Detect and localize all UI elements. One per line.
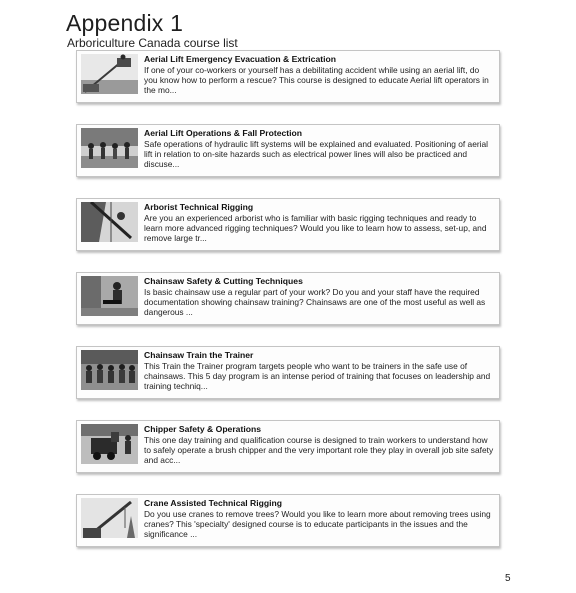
course-card-aerial-lift-evacuation[interactable] <box>76 50 500 103</box>
course-thumbnail-rigging <box>81 202 138 242</box>
course-description: Safe operations of hydraulic lift systems will be explained and evaluated. Positioning of aerial lift in relation to on-site hazards such as electrical power lines will also be practiced and discuse... <box>144 139 489 170</box>
course-thumbnail-crane <box>81 498 138 538</box>
course-thumbnail-chipper <box>81 424 138 464</box>
course-card-crane-assisted-rigging[interactable] <box>76 494 500 547</box>
page-number: 5 <box>505 573 511 584</box>
page-title: Appendix 1 <box>66 10 184 36</box>
course-card-aerial-lift-operations[interactable] <box>76 124 500 177</box>
course-card-chipper-safety[interactable] <box>76 420 500 473</box>
course-thumbnail-trainer-group <box>81 350 138 390</box>
course-description: If one of your co-workers or yourself has a debilitating accident while using an aerial lift, do you know how to perform a rescue? This course is designed to educate Aerial lift operators in the mo... <box>144 65 489 96</box>
course-title[interactable]: Arborist Technical Rigging <box>144 202 254 212</box>
course-title[interactable]: Aerial Lift Emergency Evacuation & Extrication <box>144 54 336 64</box>
course-title[interactable]: Aerial Lift Operations & Fall Protection <box>144 128 303 138</box>
course-card-arborist-technical-rigging[interactable] <box>76 198 500 251</box>
course-thumbnail-fall-protection <box>81 128 138 168</box>
course-description: Is basic chainsaw use a regular part of your work? Do you and your staff have the required documentation showing chainsaw training? Chainsaws are one of the most useful as well as dangerous ... <box>144 287 486 318</box>
course-title[interactable]: Chainsaw Safety & Cutting Techniques <box>144 276 303 286</box>
course-title[interactable]: Crane Assisted Technical Rigging <box>144 498 283 508</box>
course-card-chainsaw-safety[interactable] <box>76 272 500 325</box>
course-thumbnail-aerial-lift <box>81 54 138 94</box>
course-description: This Train the Trainer program targets people who want to be trainers in the safe use of chainsaws. This 5 day program is an intense period of training that focuses on leadership and training techniq... <box>144 361 491 392</box>
course-card-chainsaw-train-the-trainer[interactable] <box>76 346 500 399</box>
course-title[interactable]: Chipper Safety & Operations <box>144 424 261 434</box>
page-subtitle: Arboriculture Canada course list <box>67 36 238 50</box>
course-thumbnail-chainsaw <box>81 276 138 316</box>
course-title[interactable]: Chainsaw Train the Trainer <box>144 350 254 360</box>
course-description: Do you use cranes to remove trees? Would you like to learn more about removing trees using cranes? This 'specialty' designed course is to educate participants in the issues and the significance ... <box>144 509 491 540</box>
course-description: Are you an experienced arborist who is familiar with basic rigging techniques and ready to learn more advanced rigging techniques? Would you like to learn how to assess, set-up, and remove large tr... <box>144 213 487 244</box>
course-description: This one day training and qualification course is designed to train workers to understand how to safely operate a brush chipper and the very important role they play in overall job site safety and acc... <box>144 435 494 466</box>
